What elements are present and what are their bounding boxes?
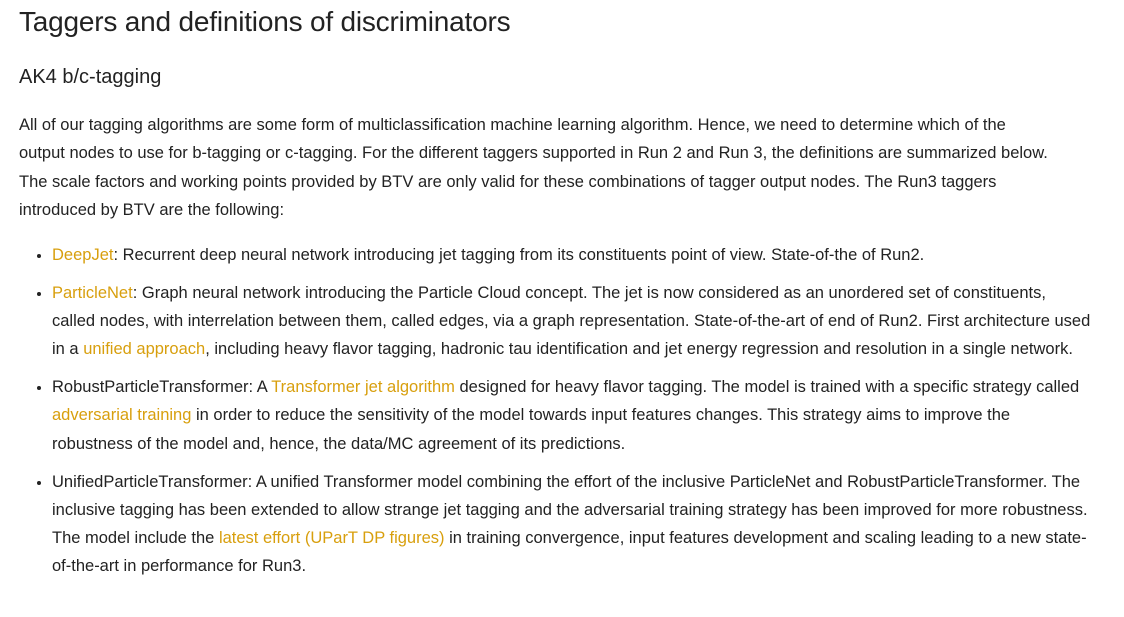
list-item-unified-particle-transformer: [52, 468, 1092, 580]
intro-paragraph: All of our tagging algorithms are some form of multiclassification machine learning algorithm. Hence, we need to determine which of the output nodes to use for b-tagging or c-tagging. For the different taggers supported in Run 2 and Run 3, the definitions are summarized below. The scale factors and working points provided by BTV are only valid for these combinations of tagger output nodes. The Run3 taggers introduced by BTV are the following:: [19, 116, 1048, 219]
particlenet-description: : Graph neural network introducing the Particle Cloud concept. The jet is now considered as an unordered set of constituents, called nodes, with interrelation between them, called edges, via a graph representation. State-of-the-art of end of Run2. First architecture used in a: [52, 284, 1091, 359]
list-item-particlenet: [52, 279, 1092, 363]
deepjet-link[interactable]: DeepJet: [52, 246, 114, 264]
particlenet-link[interactable]: ParticleNet: [52, 284, 133, 303]
robust-pt-description-end: in order to reduce the sensitivity of the model towards input features changes. This strategy aims to improve the robustness of the model and, hence, the data/MC agreement of its predictions.: [52, 406, 1011, 453]
particlenet-description-cont: , including heavy flavor tagging, hadronic tau identification and jet energy regression and resolution in a single network.: [205, 340, 1073, 359]
transformer-jet-algorithm-link[interactable]: Transformer jet algorithm: [271, 378, 455, 397]
page-title: Taggers and definitions of discriminators: [19, 6, 511, 37]
uparT-dp-figures-link[interactable]: latest effort (UParT DP figures): [218, 528, 445, 547]
list-item-deepjet: [52, 241, 1092, 269]
robust-pt-description-cont: designed for heavy flavor tagging. The model is trained with a specific strategy called: [454, 378, 1080, 397]
section-heading-ak4: AK4 b/c-tagging: [19, 66, 162, 88]
list-item-robust-particle-transformer: [52, 373, 1092, 457]
tagger-list: [19, 241, 1092, 590]
unified-approach-link[interactable]: unified approach: [83, 340, 206, 359]
robust-pt-description: RobustParticleTransformer: A: [52, 378, 272, 397]
adversarial-training-link[interactable]: adversarial training: [52, 406, 192, 425]
unified-pt-description-cont: in training convergence, input features development and scaling leading to a new state-of-the-art in performance for Run3.: [52, 528, 1087, 575]
unified-pt-description: UnifiedParticleTransformer: A unified Transformer model combining the effort of the inclusive ParticleNet and RobustParticleTransformer. The inclusive tagging has been extended to allow strange jet tagging and the adversarial training strategy has been improved for more robustness. The model include the: [52, 472, 1088, 547]
deepjet-description: : Recurrent deep neural network introducing jet tagging from its constituents point of view. State-of-the of Run2.: [113, 246, 925, 264]
